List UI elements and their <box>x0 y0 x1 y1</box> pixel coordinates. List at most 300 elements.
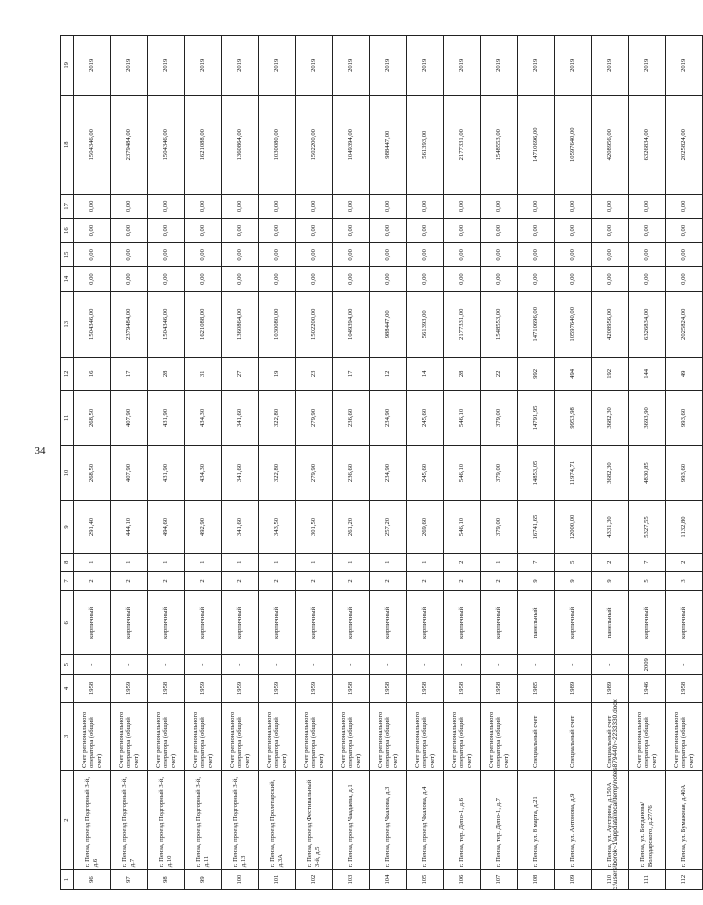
table-cell: 322,80 <box>259 390 296 445</box>
table-cell: 0,00 <box>481 243 518 267</box>
column-header: 6 <box>61 591 74 655</box>
table-cell: 104 <box>370 870 407 890</box>
table-cell: 236,60 <box>333 445 370 500</box>
table-cell: 0,00 <box>74 243 111 267</box>
table-cell: 279,90 <box>296 445 333 500</box>
table-cell: кирпичный <box>555 591 592 655</box>
table-cell: 1621088,00 <box>185 291 222 357</box>
table-cell: 22 <box>481 357 518 390</box>
table-cell: 0,00 <box>444 219 481 243</box>
table-cell: 0,00 <box>222 194 259 218</box>
table-cell: 2 <box>333 571 370 591</box>
table-cell: г. Пенза, проезд Подгорный 3-й, д.13 <box>222 771 259 870</box>
table-cell: - <box>148 655 185 675</box>
table-cell: г. Пенза, ул. Бумажная, д.40А <box>666 771 703 870</box>
table-cell: Счет регионального оператора (общий счет) <box>407 702 444 770</box>
table-cell: 1958 <box>148 675 185 703</box>
table-cell: 236,60 <box>333 390 370 445</box>
table-cell: 0,00 <box>222 243 259 267</box>
table-cell: 1548553,00 <box>481 95 518 194</box>
table-cell: 0,00 <box>481 194 518 218</box>
table-cell: Специальный счет <box>592 702 629 770</box>
table-cell: 0,00 <box>333 219 370 243</box>
table-cell: 341,60 <box>222 501 259 554</box>
table-cell: г. Пенза, проезд Чаадаева, д.1 <box>333 771 370 870</box>
table-cell: 0,00 <box>296 267 333 291</box>
table-cell: 0,00 <box>407 194 444 218</box>
table-cell: 2 <box>111 571 148 591</box>
table-cell: 106 <box>444 870 481 890</box>
column-header: 10 <box>61 445 74 500</box>
table-cell: 0,00 <box>148 267 185 291</box>
table-cell: 1959 <box>111 675 148 703</box>
table-cell: - <box>444 655 481 675</box>
table-cell: 1 <box>296 553 333 571</box>
table-cell: 0,00 <box>222 267 259 291</box>
table-cell: г. Пенза, проезд Подгорный 3-й, д.11 <box>185 771 222 870</box>
table-row <box>333 36 370 890</box>
table-cell: 2019 <box>370 36 407 96</box>
table-cell: 1958 <box>481 675 518 703</box>
table-cell: 1049394,00 <box>333 291 370 357</box>
table-row <box>666 36 703 890</box>
table-cell: 546,10 <box>444 390 481 445</box>
table-cell: г. Пенза, ул. Антонова, д.9 <box>555 771 592 870</box>
table-cell: 1989 <box>555 675 592 703</box>
table-cell: - <box>666 655 703 675</box>
table-row <box>148 36 185 890</box>
table-cell: 0,00 <box>259 219 296 243</box>
table-cell: 0,00 <box>259 243 296 267</box>
table-cell: 245,60 <box>407 390 444 445</box>
table-cell: 2019 <box>222 36 259 96</box>
table-cell: Специальный счет <box>518 702 555 770</box>
column-header: 11 <box>61 390 74 445</box>
table-cell: 1132,80 <box>666 501 703 554</box>
table-cell: 14 <box>407 357 444 390</box>
table-cell: кирпичный <box>629 591 666 655</box>
table-cell: 0,00 <box>592 219 629 243</box>
table-cell: 2019 <box>407 36 444 96</box>
table-cell: 1504346,00 <box>148 95 185 194</box>
table-row <box>259 36 296 890</box>
table-cell: 7 <box>518 553 555 571</box>
table-cell: - <box>222 655 259 675</box>
table-cell: 4208956,00 <box>592 291 629 357</box>
table-cell: г. Пенза, тер. Депо-1, д.6 <box>444 771 481 870</box>
table-cell: 0,00 <box>555 219 592 243</box>
table-cell: 2 <box>222 571 259 591</box>
table-cell: 1502200,00 <box>296 291 333 357</box>
table-cell: 0,00 <box>148 243 185 267</box>
table-cell: 101 <box>259 870 296 890</box>
table-row <box>592 36 629 890</box>
table-cell: г. Пенза, проезд Фестивальный 3-й, д.5 <box>296 771 333 870</box>
column-header: 16 <box>61 219 74 243</box>
table-cell: кирпичный <box>444 591 481 655</box>
table-cell: 0,00 <box>518 267 555 291</box>
table-cell: - <box>333 655 370 675</box>
table-cell: 2019 <box>592 36 629 96</box>
table-cell: 2 <box>407 571 444 591</box>
table-cell: 0,00 <box>555 267 592 291</box>
table-cell: 2009 <box>629 655 666 675</box>
table-cell: 1360864,00 <box>222 95 259 194</box>
table-cell: 234,90 <box>370 445 407 500</box>
column-header: 9 <box>61 501 74 554</box>
table-cell: Счет регионального оператора (общий счет) <box>444 702 481 770</box>
table-cell: 107 <box>481 870 518 890</box>
table-cell: 1989 <box>592 675 629 703</box>
table-cell: 11974,71 <box>555 445 592 500</box>
table-row <box>370 36 407 890</box>
table-cell: 17 <box>333 357 370 390</box>
table-cell: 494 <box>555 357 592 390</box>
table-cell: 341,60 <box>222 390 259 445</box>
table-cell: 108 <box>518 870 555 890</box>
table-cell: кирпичный <box>185 591 222 655</box>
table-cell: 0,00 <box>518 194 555 218</box>
table-cell: 1621088,00 <box>185 95 222 194</box>
table-cell: 0,00 <box>333 243 370 267</box>
table-cell: Специальный счет <box>555 702 592 770</box>
table-cell: г. Пенза, ул. Аустрина, д.150А <box>592 771 629 870</box>
table-cell: г. Пенза, проезд Подгорный 3-й, д.7 <box>111 771 148 870</box>
table-cell: 268,50 <box>74 390 111 445</box>
table-cell: 301,50 <box>296 501 333 554</box>
table-cell: кирпичный <box>666 591 703 655</box>
table-cell: 14710696,00 <box>518 95 555 194</box>
table-cell: 0,00 <box>481 219 518 243</box>
table-cell: Счет регионального оператора (общий счет) <box>333 702 370 770</box>
table-cell: г. Пенза, проезд Подгорный 3-й, д.6 <box>74 771 111 870</box>
housing-table <box>60 35 703 890</box>
table-cell: 105 <box>407 870 444 890</box>
table-cell: 2379484,00 <box>111 95 148 194</box>
table-cell: Счет регионального оператора (общий счет) <box>185 702 222 770</box>
table-cell: 0,00 <box>666 243 703 267</box>
table-cell: 2019 <box>74 36 111 96</box>
table-cell: 0,00 <box>407 243 444 267</box>
table-cell: 0,00 <box>259 194 296 218</box>
table-row <box>111 36 148 890</box>
table-cell: 0,00 <box>555 243 592 267</box>
table-cell: 379,00 <box>481 390 518 445</box>
table-cell: кирпичный <box>259 591 296 655</box>
table-cell: 31 <box>185 357 222 390</box>
table-cell: 0,00 <box>185 219 222 243</box>
table-cell: 9 <box>555 571 592 591</box>
table-cell: кирпичный <box>148 591 185 655</box>
column-header: 2 <box>61 771 74 870</box>
table-cell: 1502200,00 <box>296 95 333 194</box>
table-cell: г. Пенза, ул. 8 марта, д.21 <box>518 771 555 870</box>
table-cell: 1 <box>407 553 444 571</box>
table-row <box>185 36 222 890</box>
table-cell: 112 <box>666 870 703 890</box>
table-cell: 10597640,00 <box>555 95 592 194</box>
table-cell: 0,00 <box>185 267 222 291</box>
table-cell: 6326834,00 <box>629 95 666 194</box>
table-cell: 0,00 <box>629 219 666 243</box>
table-cell: 28 <box>148 357 185 390</box>
table-cell: 49 <box>666 357 703 390</box>
table-cell: 0,00 <box>111 243 148 267</box>
table-cell: 261,20 <box>333 501 370 554</box>
table-cell: 0,00 <box>370 219 407 243</box>
table-cell: 0,00 <box>148 219 185 243</box>
table-cell: 1959 <box>259 675 296 703</box>
table-cell: 0,00 <box>518 219 555 243</box>
table-cell: 492,90 <box>185 501 222 554</box>
table-cell: 245,60 <box>407 445 444 500</box>
table-cell: кирпичный <box>111 591 148 655</box>
table-cell: 23 <box>296 357 333 390</box>
table-cell: 19 <box>259 357 296 390</box>
table-cell: 102 <box>296 870 333 890</box>
table-cell: г. Пенза, проезд Пролетарский, д.3А <box>259 771 296 870</box>
table-cell: 0,00 <box>370 267 407 291</box>
table-row <box>555 36 592 890</box>
table-cell: 2 <box>370 571 407 591</box>
table-cell: 1958 <box>666 675 703 703</box>
table-cell: 1504346,00 <box>74 95 111 194</box>
table-cell: 2019 <box>111 36 148 96</box>
table-cell: 0,00 <box>222 219 259 243</box>
table-cell: 0,00 <box>666 267 703 291</box>
table-cell: 28 <box>444 357 481 390</box>
table-cell: 103 <box>333 870 370 890</box>
table-row <box>222 36 259 890</box>
table-cell: панельный <box>592 591 629 655</box>
table-cell: - <box>74 655 111 675</box>
table-cell: 5 <box>629 571 666 591</box>
table-cell: Счет регионального оператора (общий счет) <box>148 702 185 770</box>
column-header: 1 <box>61 870 74 890</box>
table-cell: 322,80 <box>259 445 296 500</box>
table-cell: кирпичный <box>222 591 259 655</box>
table-cell: 407,90 <box>111 445 148 500</box>
table-cell: - <box>185 655 222 675</box>
table-cell: 0,00 <box>518 243 555 267</box>
table-cell: 97 <box>111 870 148 890</box>
table-cell: г. Пенза, тер. Депо-1, д.7 <box>481 771 518 870</box>
table-cell: кирпичный <box>74 591 111 655</box>
table-cell: кирпичный <box>333 591 370 655</box>
table-cell: 2 <box>444 553 481 571</box>
table-cell: 10597640,00 <box>555 291 592 357</box>
table-cell: 9953,98 <box>555 390 592 445</box>
table-cell: 2 <box>74 571 111 591</box>
table-cell: 561393,00 <box>407 95 444 194</box>
table-cell: 988447,00 <box>370 95 407 194</box>
table-cell: 379,00 <box>481 445 518 500</box>
table-cell: - <box>407 655 444 675</box>
table-cell: Счет регионального оператора (общий счет) <box>481 702 518 770</box>
table-cell: 2 <box>185 571 222 591</box>
table-cell: 1959 <box>185 675 222 703</box>
table-cell: 546,10 <box>444 445 481 500</box>
table-cell: 9 <box>518 571 555 591</box>
table-cell: 494,60 <box>148 501 185 554</box>
table-cell: 0,00 <box>74 219 111 243</box>
table-cell: 561393,00 <box>407 291 444 357</box>
table-cell: 1985 <box>518 675 555 703</box>
table-cell: 0,00 <box>629 194 666 218</box>
table-cell: 0,00 <box>370 194 407 218</box>
table-cell: 343,50 <box>259 501 296 554</box>
table-cell: 0,00 <box>481 267 518 291</box>
table-cell: 109 <box>555 870 592 890</box>
table-cell: 0,00 <box>666 219 703 243</box>
table-cell: 2019 <box>296 36 333 96</box>
table-cell: 0,00 <box>592 243 629 267</box>
table-cell: 0,00 <box>592 267 629 291</box>
table-cell: 2019 <box>666 36 703 96</box>
table-cell: 434,30 <box>185 390 222 445</box>
table-cell: Счет регионального оператора (общий счет) <box>370 702 407 770</box>
table-cell: 1946 <box>629 675 666 703</box>
table-cell: 0,00 <box>333 194 370 218</box>
table-cell: 2 <box>148 571 185 591</box>
table-cell: г. Пенза, проезд Чкалова, д.4 <box>407 771 444 870</box>
table-cell: 0,00 <box>370 243 407 267</box>
table-cell: 100 <box>222 870 259 890</box>
table-cell: 98 <box>148 870 185 890</box>
table-cell: 14710696,00 <box>518 291 555 357</box>
table-cell: 0,00 <box>296 243 333 267</box>
table-cell: 1 <box>74 553 111 571</box>
table-cell: 1958 <box>370 675 407 703</box>
table-cell: 2019 <box>185 36 222 96</box>
table-cell: 14791,95 <box>518 390 555 445</box>
table-cell: 431,90 <box>148 445 185 500</box>
table-cell: 5327,55 <box>629 501 666 554</box>
table-cell: 4208956,00 <box>592 95 629 194</box>
table-cell: 110 <box>592 870 629 890</box>
table-cell: - <box>259 655 296 675</box>
table-cell: 0,00 <box>185 243 222 267</box>
table-row <box>444 36 481 890</box>
column-header: 19 <box>61 36 74 96</box>
table-row <box>481 36 518 890</box>
column-header: 18 <box>61 95 74 194</box>
table-cell: 1 <box>222 553 259 571</box>
table-cell: панельный <box>518 591 555 655</box>
table-body <box>74 36 703 890</box>
table-cell: 0,00 <box>296 219 333 243</box>
table-cell: 992 <box>518 357 555 390</box>
table-cell: 2019 <box>629 36 666 96</box>
table-cell: 3 <box>666 571 703 591</box>
table-cell: 268,50 <box>74 445 111 500</box>
table-cell: 2379484,00 <box>111 291 148 357</box>
table-cell: 2 <box>666 553 703 571</box>
table-cell: 0,00 <box>629 267 666 291</box>
table-cell: 2 <box>296 571 333 591</box>
table-cell: 1958 <box>444 675 481 703</box>
table-cell: 0,00 <box>666 194 703 218</box>
table-cell: 17 <box>111 357 148 390</box>
table-cell: 2019 <box>259 36 296 96</box>
table-cell: 144 <box>629 357 666 390</box>
column-header: 14 <box>61 267 74 291</box>
table-cell: кирпичный <box>481 591 518 655</box>
table-cell: 0,00 <box>148 194 185 218</box>
table-cell: 2019 <box>444 36 481 96</box>
column-header: 8 <box>61 553 74 571</box>
table-cell: 0,00 <box>74 267 111 291</box>
table-cell: 269,60 <box>407 501 444 554</box>
table-cell: 291,40 <box>74 501 111 554</box>
table-cell: 12 <box>370 357 407 390</box>
table-cell: 0,00 <box>111 219 148 243</box>
table-cell: 1 <box>185 553 222 571</box>
table-cell: 2019 <box>148 36 185 96</box>
table-cell: 27 <box>222 357 259 390</box>
table-cell: 2025824,00 <box>666 291 703 357</box>
table-cell: - <box>592 655 629 675</box>
table-cell: 6326834,00 <box>629 291 666 357</box>
table-cell: 2 <box>444 571 481 591</box>
table-cell: 1 <box>333 553 370 571</box>
table-cell: - <box>481 655 518 675</box>
table-cell: 1 <box>111 553 148 571</box>
page-number: 34 <box>34 445 46 457</box>
table-cell: 2019 <box>518 36 555 96</box>
table-cell: 3693,90 <box>629 390 666 445</box>
column-header: 7 <box>61 571 74 591</box>
table-cell: 993,60 <box>666 445 703 500</box>
table-cell: г. Пенза, проезд Чкалова, д.3 <box>370 771 407 870</box>
table-cell: Счет регионального оператора (общий счет) <box>666 702 703 770</box>
table-cell: 2177331,00 <box>444 95 481 194</box>
table-cell: - <box>370 655 407 675</box>
table-cell: 1 <box>370 553 407 571</box>
table-cell: кирпичный <box>296 591 333 655</box>
column-header: 15 <box>61 243 74 267</box>
table-cell: 0,00 <box>592 194 629 218</box>
table-cell: 993,60 <box>666 390 703 445</box>
table-cell: 434,30 <box>185 445 222 500</box>
table-cell: 431,90 <box>148 390 185 445</box>
table-cell: Счет регионального оператора (общий счет) <box>629 702 666 770</box>
table-cell: 9 <box>592 571 629 591</box>
table-cell: 1958 <box>333 675 370 703</box>
table-cell: 1049394,00 <box>333 95 370 194</box>
column-header: 3 <box>61 702 74 770</box>
table-cell: 3682,30 <box>592 445 629 500</box>
table-cell: 1360864,00 <box>222 291 259 357</box>
footer-file-path: c:\users\borok~1\appdata\local\temp\notes879440\~2233330.docx <box>612 699 619 890</box>
table-cell: 1504346,00 <box>148 291 185 357</box>
table-cell: 257,20 <box>370 501 407 554</box>
table-cell: - <box>296 655 333 675</box>
table-cell: 0,00 <box>74 194 111 218</box>
table-cell: - <box>555 655 592 675</box>
table-cell: 0,00 <box>259 267 296 291</box>
table-cell: 2025824,00 <box>666 95 703 194</box>
table-cell: 1958 <box>74 675 111 703</box>
table-cell: 407,90 <box>111 390 148 445</box>
table-cell: г. Пенза, ул. Богданова/ Володарского, д.27/76 <box>629 771 666 870</box>
table-cell: 2019 <box>481 36 518 96</box>
table-cell: 1 <box>259 553 296 571</box>
table-cell: 2 <box>592 553 629 571</box>
column-header: 13 <box>61 291 74 357</box>
table-cell: 0,00 <box>296 194 333 218</box>
table-cell: 16741,65 <box>518 501 555 554</box>
